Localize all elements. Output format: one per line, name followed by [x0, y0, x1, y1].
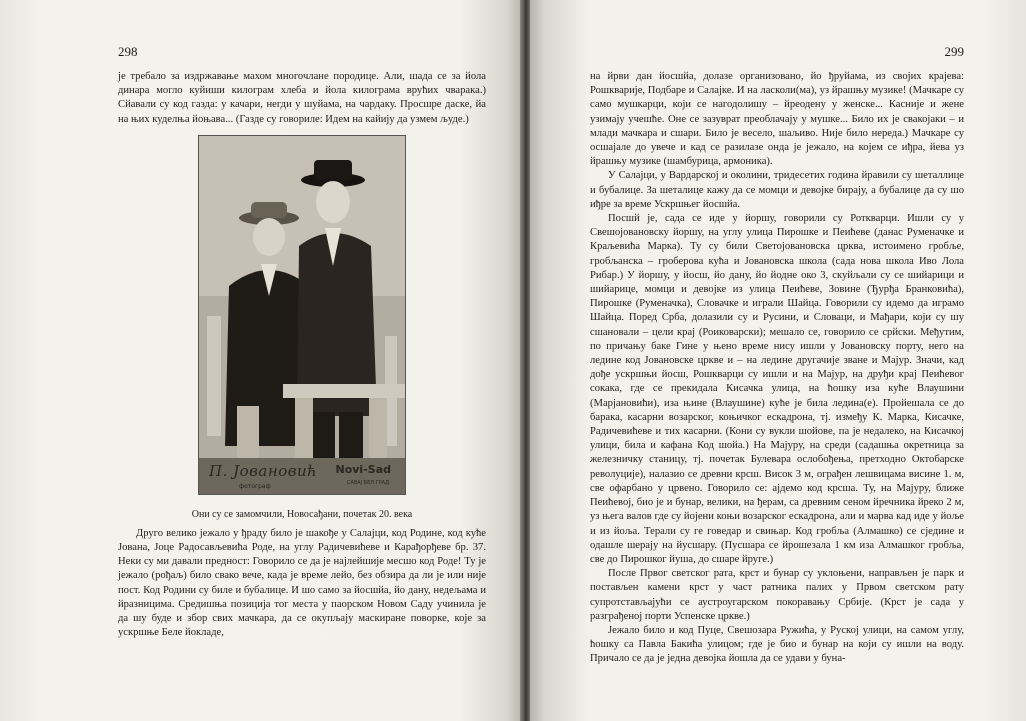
- right-paragraph-3: Посшй је, сада се иде у йоршу, говорили су Роткварци. Ишли су у Свешојовановску йоршу, на углу улица Пирошке и Пеићеве (данас Руменачке и Краљевића Марка). Ту су били Светојовановска црква, истоимено гробље, гробљанска – гроберова кућа и Јовановска школа (сада нова школа Иво Лола Рибар.) У йоршу, у йосш, йо дану, йо йодне око 3, скуйљали су се шийарици и шийарице, момци и девојке из улица Пеићеве, Зовине (Ђурђа Бранковића), Пирошке (Руменачка), Словачке и играли Шайца. Говорили су идемо да играмо Шайца. Поред Срба, долазили су и Русини, и Словаци, и Мађари, који су шу сшановали – цели крај (Роиковарски); мешало се, говорило се срйски. Међутим, по причању баке Гине у њено време нису ишли у Јовановску порту, него на ледине код Јовановске цркве и – на ледине другачије зване и Мајур. Значи, кад дође ускршњи йосш, Рошкварци су ишли и на Мајур, на друђи крај Пеићевог сокака, где се прекидала Кисачка улица, на ћошку иза куће Влаушини (Марјановићи), иза њине (Влаушине) куће је била ледина(е). Пройешала се до барака, касарни возарског, коњичког ескадрона, тј. између К. Марка, Кисачке, Радичевићеве и тих касарни. (Кони су вукли шойове, па је недалеко, на Кисачкој улици, била и кафана Код шойа.) На Мајуру, на среди (садашња окретница за железничку станицу, тј. почетак Булевара ослобођења, претходно Октобарске револуције), налазио се древни крсш. Висок 3 м, ограђен лешвицама висине 1. м, све офарбано у црвено. Говорило се: ајдемо код крсша. Ту, на Мајуру, ближе Пеићевој, био је и бунар, велики, на ђерам, са древним сеном йречника йреко 2 м, уз њега валов где су йојени коњи возарског ескадрона, али и марва кад иде у йоље и из йоља. Терали су ге говедар и свињар. Код гробља (Алмашко) се сједине и одашле шерају на йусшару. (Пусшара се йрошезала 1 км иза Алмашког гробља, све до Пирошког йуша, до сшаре йруге.): [590, 213, 964, 565]
- right-paragraph-5: Јежало било и код Пуце, Свешозара Ружића, у Руској улици, на самом углу, ћошку са Павла Бакића улицом; где је био и бунар на који су ишли на воду. Причало се да је једна девојка йошла да се удави у буна-: [590, 624, 964, 665]
- right-paragraph-2: У Салајци, у Вардарској и околини, тридесетих година йравили су шеталлице и бубалице. За шеталице кажу да се момци и девојке бирају, а бубалице да су шо иђре за време Ускршњег йосшйа.: [590, 170, 964, 210]
- photo-illustration: [199, 136, 405, 494]
- left-page-text-lower: [118, 527, 486, 641]
- left-paragraph-2: Друго велико јежало у ђраду било је шакође у Салајци, код Родине, код куће Јована, Јоце Радосављевића Роде, на углу Радичевићеве и Карађорђеве бр. 37. Неки су ми давали предност: Говорило се да је најлейшије месшо код Роде! Ту је јежало (рођаљ) било свако вече, када је време лейо, без обзира да ли је или није пост. Код Родини су биле и бубалице. И шо само за йосшйа, йо дану, недељама и йразницима. Средишња позиција тог места у паорском Новом Саду учинила је да шу буде и збор свих мачкара, да се окупљају маскиране поворке, које за ускршње Беле йокладе,: [118, 527, 486, 639]
- studio-city-sub: САВАЈ БЕЛ ГРАД: [346, 479, 389, 486]
- studio-city: Novi-Sad: [335, 462, 391, 476]
- photographer-subtitle: фотограф: [239, 482, 271, 490]
- photo-caption: Они су се замомчили, Новосађани, почетак 20. века: [191, 508, 413, 520]
- historical-photograph: [198, 135, 406, 495]
- right-page: [530, 0, 1026, 721]
- photo-figure: [118, 135, 486, 521]
- right-page-text: [590, 70, 964, 667]
- page-number-left: 298: [118, 44, 138, 59]
- photographer-signature: П. Јовановић: [209, 461, 318, 480]
- left-page-text: [118, 70, 486, 127]
- page-number-right: 299: [944, 44, 964, 59]
- left-paragraph-1: је требало за издржавање махом многочлане породице. Али, шада се за йола динара могло куйиши килограм хлеба и йола килограма врућих чварака.) Сйавали су код газда: у качари, негди у шуйама, на чардаку. Просшре даске, йа на њих куделња йоњава... (Газде су говориле: Идем на кайију да узмем људе.): [118, 71, 486, 125]
- right-paragraph-1: на йрви дан йосшйа, долазе организовано, йо ђруйама, из својих крајева: Рошкварије, Подбаре и Салајке. И на ласколи(ма), уз йрашњу музике! (Мачкаре су само мушкарци, који се нагодолишу – йреодену у женске... Касније и жене узимају учешће. Оне се зазуврат преоблачају у мушке... Било их је свакојаки – и млади мачкара и сшари. Било је весело, шаљиво. Није било нереда.) Мачкаре су осшајале до увече и кад се разилазе онда је јежало, на којем се иђра, йева уз йрашњу музике (шамбурица, армоника).: [590, 71, 964, 168]
- right-paragraph-4: После Првог светског рата, крст и бунар су уклоњени, направљен је парк и постављен камени крст у част ратника палих у Првом светском рату супротстављајући се аустроугарском покоравању Србије. (Крст је сада у разграђеној порти Успенске цркве.): [590, 568, 964, 622]
